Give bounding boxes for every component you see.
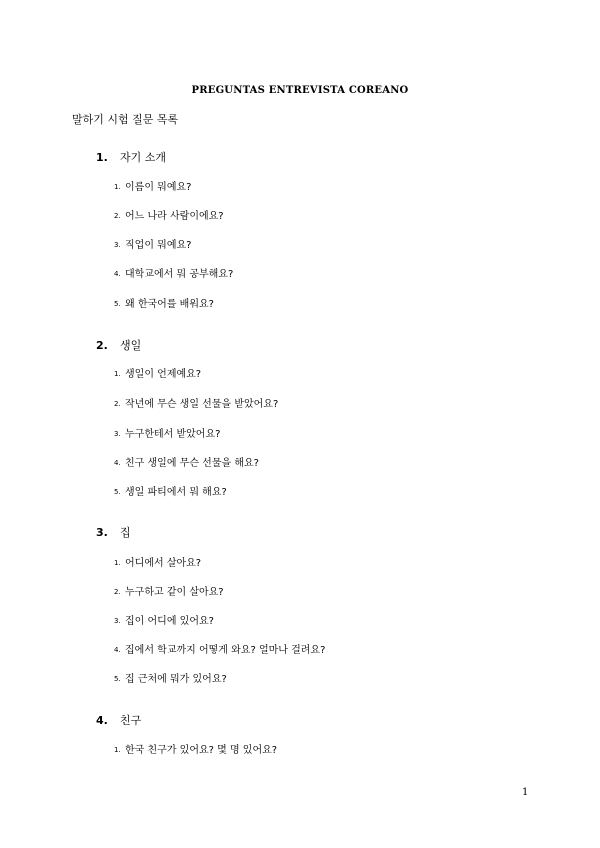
question-item (114, 483, 227, 498)
question-text: 누구한테서 받았어요? (125, 429, 221, 440)
question-number: 3. (114, 430, 121, 438)
question-item (114, 425, 220, 440)
question-text: 집이 어디에 있어요? (125, 616, 214, 627)
question-text: 한국 친구가 있어요? 몇 명 있어요? (125, 745, 278, 756)
section-title: 친구 (120, 714, 142, 727)
question-number: 5. (114, 300, 121, 308)
question-item (114, 741, 277, 756)
question-text: 집 근처에 뭐가 있어요? (125, 674, 227, 685)
question-number: 3. (114, 241, 121, 249)
section-heading (96, 337, 141, 353)
question-text: 작년에 무슨 생일 선물을 받았어요? (125, 399, 279, 410)
section-title: 자기 소개 (120, 151, 167, 164)
question-item (114, 395, 278, 410)
question-item (114, 365, 201, 380)
question-number: 1. (114, 370, 121, 378)
question-text: 대학교에서 뭐 공부해요? (125, 269, 234, 280)
question-number: 3. (114, 617, 121, 625)
question-number: 1. (114, 559, 121, 567)
question-item (114, 612, 214, 627)
question-text: 누구하고 같이 살아요? (125, 587, 224, 598)
section-title: 집 (120, 526, 131, 539)
question-number: 4. (114, 459, 121, 467)
question-text: 친구 생일에 무슨 선물을 해요? (125, 458, 259, 469)
question-item (114, 670, 227, 685)
question-text: 생일이 언제예요? (125, 369, 202, 380)
section-number: 1. (96, 151, 108, 164)
section-number: 3. (96, 526, 108, 539)
question-text: 왜 한국어를 배워요? (125, 299, 214, 310)
question-item (114, 207, 224, 222)
question-item (114, 641, 325, 656)
question-number: 1. (114, 183, 121, 191)
question-item (114, 454, 259, 469)
page-subtitle: 말하기 시험 질문 목록 (72, 113, 179, 126)
section-heading (96, 524, 131, 540)
question-text: 이름이 뭐예요? (125, 182, 192, 193)
question-item (114, 265, 233, 280)
question-text: 어느 나라 사람이에요? (125, 211, 224, 222)
question-item (114, 583, 224, 598)
question-number: 4. (114, 646, 121, 654)
question-text: 직업이 뭐예요? (125, 240, 192, 251)
question-number: 4. (114, 270, 121, 278)
question-number: 2. (114, 212, 121, 220)
question-item (114, 236, 191, 251)
question-text: 생일 파티에서 뭐 해요? (125, 487, 227, 498)
question-number: 5. (114, 488, 121, 496)
section-number: 2. (96, 339, 108, 352)
question-text: 집에서 학교까지 어떻게 와요? 얼마나 걸려요? (125, 645, 326, 656)
question-number: 1. (114, 746, 121, 754)
question-item (114, 295, 214, 310)
question-item (114, 554, 201, 569)
question-text: 어디에서 살아요? (125, 558, 202, 569)
section-heading (96, 712, 141, 728)
page-title: PREGUNTAS ENTREVISTA COREANO (191, 85, 409, 96)
question-number: 2. (114, 588, 121, 596)
question-number: 2. (114, 400, 121, 408)
page-number: 1 (522, 787, 529, 798)
section-title: 생일 (120, 339, 142, 352)
section-number: 4. (96, 714, 108, 727)
question-number: 5. (114, 675, 121, 683)
section-heading (96, 149, 166, 165)
question-item (114, 178, 191, 193)
